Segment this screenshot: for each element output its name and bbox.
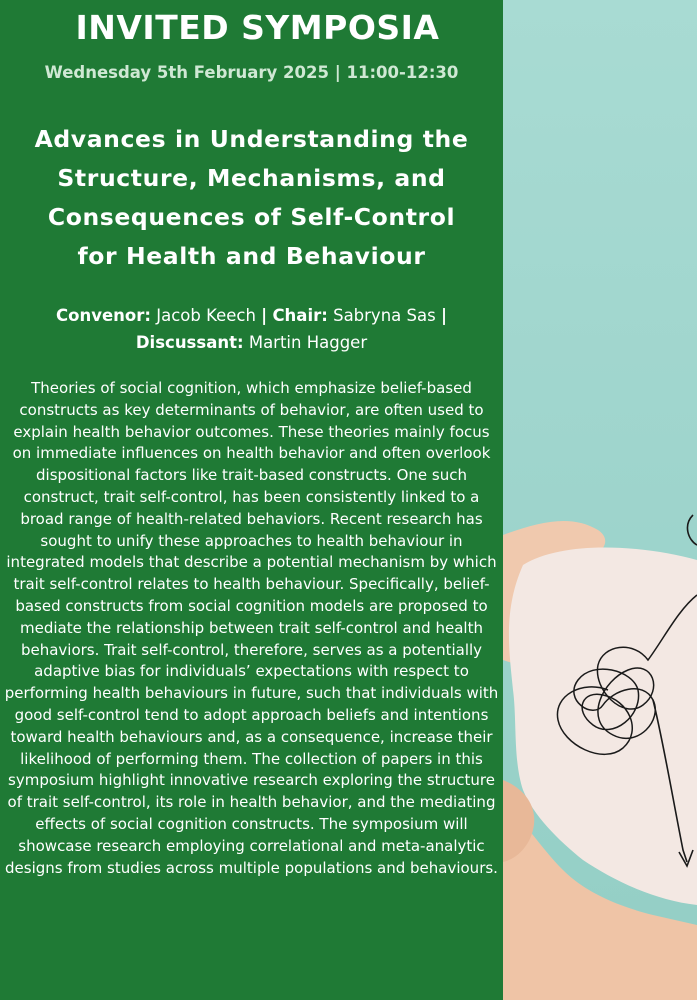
separator: | (440, 306, 447, 325)
abstract-text: Theories of social cognition, which emphasize belief-based constructs as key determinants of behavior, are often used to explain health behavior outcomes. These theories mainly focus on immediate influences on health behavior and often overlook dispositional factors like trait-based constructs. One such construct, trait self-control, has been consistently linked to a broad range of health-related behaviors. Recent research has sought to unify these approaches to health behaviour in integrated models that describe a potential mechanism by which trait self-control relates to health behaviour. Specifically, belief-based constructs from social cognition models are proposed to mediate the relationship between trait self-control and health behaviors. Trait self-control, therefore, serves as a potentially adaptive bias for individuals’ expectations with respect to performing health behaviours in future, such that individuals with good self-control tend to adopt approach beliefs and intentions toward health behaviours and, as a consequence, increase their likelihood of performing them. The collection of papers in this symposium highlight innovative research exploring the structure of trait self-control, its role in health behavior, and the mediating effects of social cognition constructs. The symposium will showcase research employing correlational and meta-analytic designs from studies across multiple populations and behaviours. (4, 379, 499, 877)
separator: | (334, 63, 341, 82)
title-line: Advances in Understanding the (34, 125, 469, 153)
convenor-label: Convenor: (56, 306, 151, 325)
people-credits (0, 302, 503, 356)
symposium-title (0, 120, 503, 276)
hands-scribble-photo (503, 0, 697, 1000)
date-time-line (0, 63, 503, 82)
discussant-label: Discussant: (135, 333, 244, 352)
title-line: for Health and Behaviour (77, 242, 426, 270)
session-date: Wednesday 5th February 2025 (44, 63, 329, 82)
convenor-name: Jacob Keech (156, 306, 256, 325)
chair-name: Sabryna Sas (333, 306, 436, 325)
title-line: Structure, Mechanisms, and (57, 164, 446, 192)
line-top (687, 515, 697, 545)
people-line-1 (0, 302, 503, 329)
discussant-name: Martin Hagger (248, 333, 368, 352)
page-title: INVITED SYMPOSIA (75, 8, 440, 47)
session-time: 11:00-12:30 (346, 63, 459, 82)
people-line-2 (0, 329, 503, 356)
chair-label: Chair: (272, 306, 328, 325)
title-line: Consequences of Self-Control (47, 203, 456, 231)
separator: | (261, 306, 268, 325)
tangled-line-illustration (503, 0, 697, 1000)
